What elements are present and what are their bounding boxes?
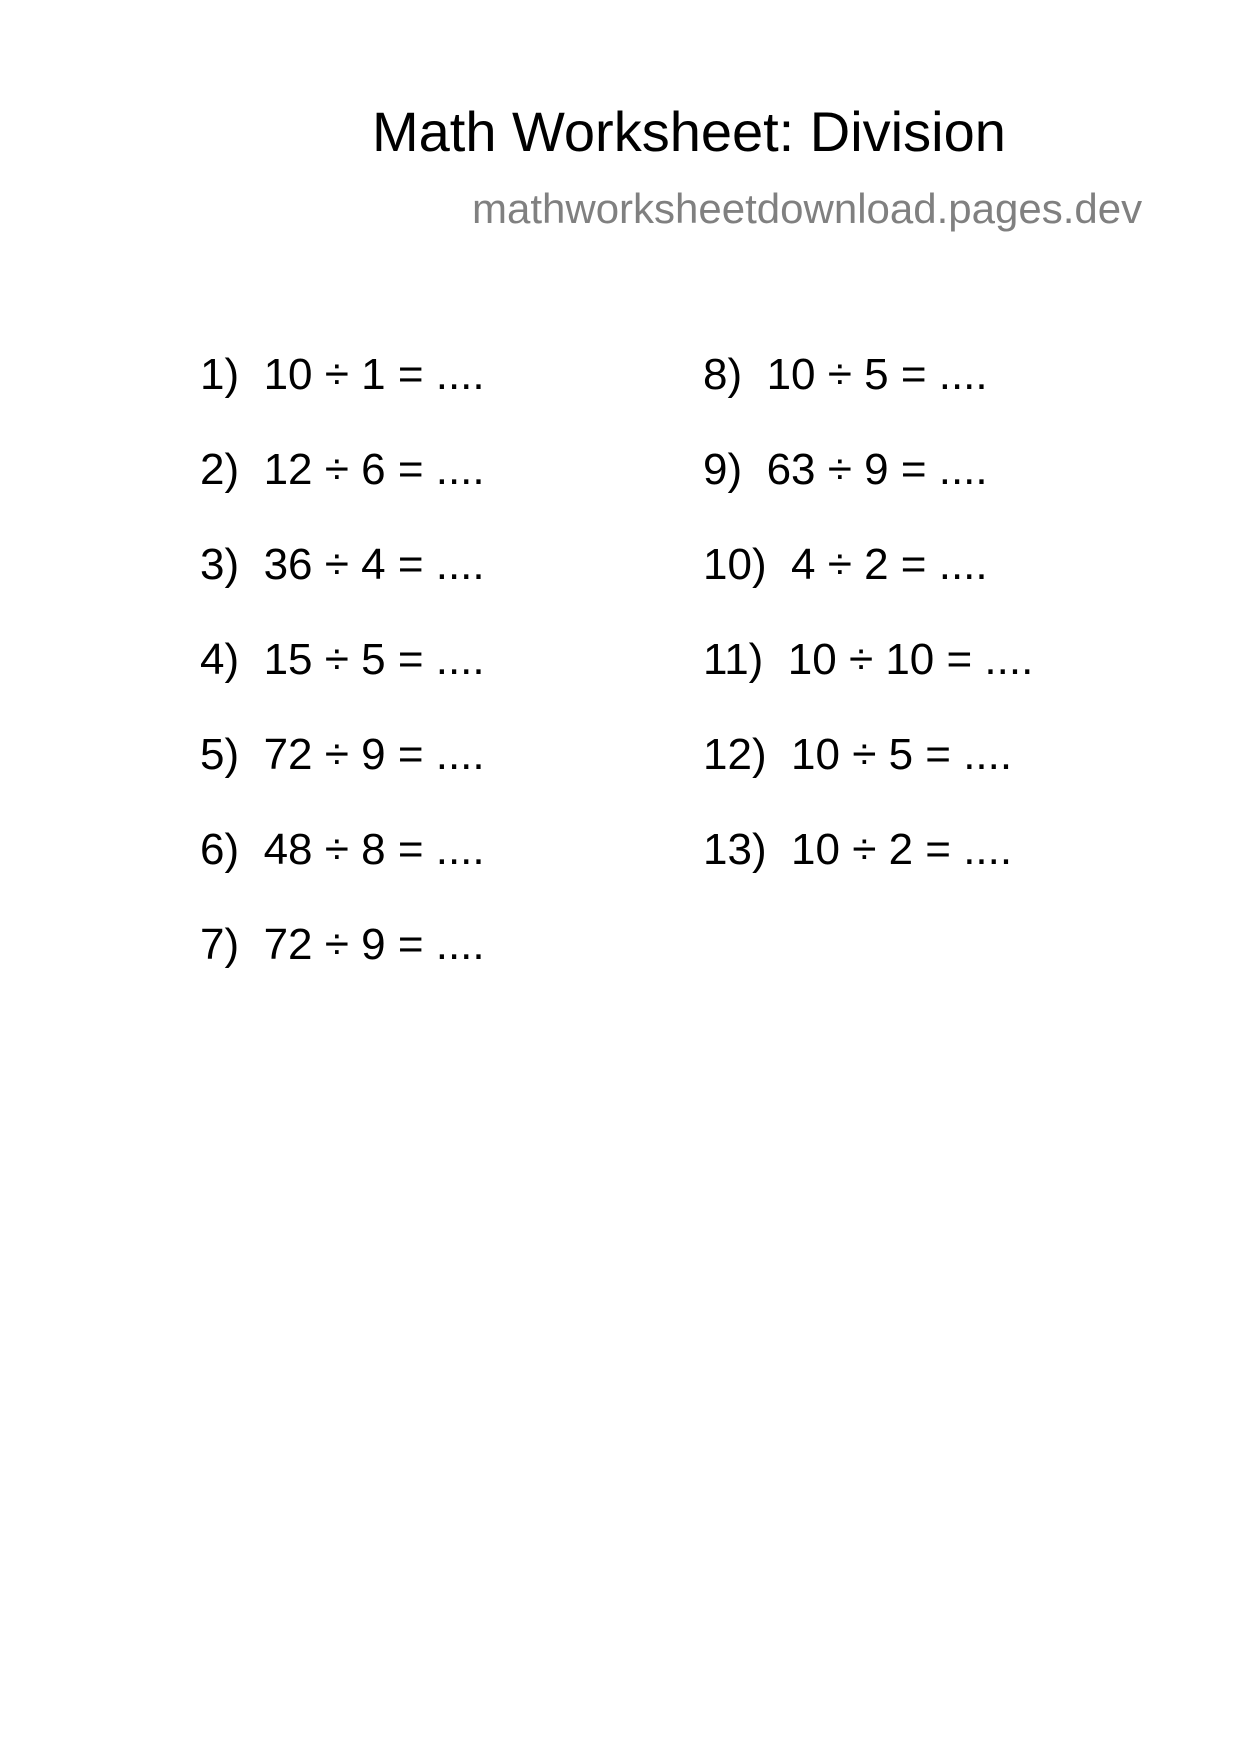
problem-11 [703, 635, 1123, 730]
problem-number: 2) [200, 445, 240, 494]
problem-number: 10) [703, 540, 767, 589]
problem-expression: 15 ÷ 5 = .... [263, 635, 485, 684]
problem-number: 3) [200, 540, 240, 589]
problem-number: 13) [703, 825, 767, 874]
problem-5 [200, 730, 620, 825]
problem-expression: 36 ÷ 4 = .... [263, 540, 485, 589]
problem-number: 6) [200, 825, 240, 874]
problem-number: 4) [200, 635, 240, 684]
problem-expression: 10 ÷ 2 = .... [791, 825, 1013, 874]
problem-expression: 48 ÷ 8 = .... [263, 825, 485, 874]
problem-expression: 10 ÷ 10 = .... [787, 635, 1034, 684]
problems-left-column [200, 350, 620, 1015]
page-subtitle: mathworksheetdownload.pages.dev [472, 185, 1143, 232]
problem-expression: 63 ÷ 9 = .... [766, 445, 988, 494]
problem-expression: 10 ÷ 1 = .... [263, 350, 485, 399]
problem-1 [200, 350, 620, 445]
problem-7 [200, 920, 620, 1015]
problem-number: 12) [703, 730, 767, 779]
problem-6 [200, 825, 620, 920]
problem-number: 11) [703, 635, 764, 684]
problem-expression: 10 ÷ 5 = .... [766, 350, 988, 399]
problem-9 [703, 445, 1123, 540]
problem-expression: 72 ÷ 9 = .... [263, 920, 485, 969]
problem-4 [200, 635, 620, 730]
problem-number: 7) [200, 920, 240, 969]
problem-expression: 72 ÷ 9 = .... [263, 730, 485, 779]
problem-number: 5) [200, 730, 240, 779]
problems-right-column [703, 350, 1123, 920]
problem-number: 1) [200, 350, 240, 399]
problem-expression: 10 ÷ 5 = .... [791, 730, 1013, 779]
problem-expression: 4 ÷ 2 = .... [791, 540, 988, 589]
page-title: Math Worksheet: Division [372, 100, 1006, 163]
problem-expression: 12 ÷ 6 = .... [263, 445, 485, 494]
problem-10 [703, 540, 1123, 635]
problem-number: 8) [703, 350, 743, 399]
problem-12 [703, 730, 1123, 825]
problem-2 [200, 445, 620, 540]
problem-8 [703, 350, 1123, 445]
problem-13 [703, 825, 1123, 920]
problem-number: 9) [703, 445, 743, 494]
problem-3 [200, 540, 620, 635]
